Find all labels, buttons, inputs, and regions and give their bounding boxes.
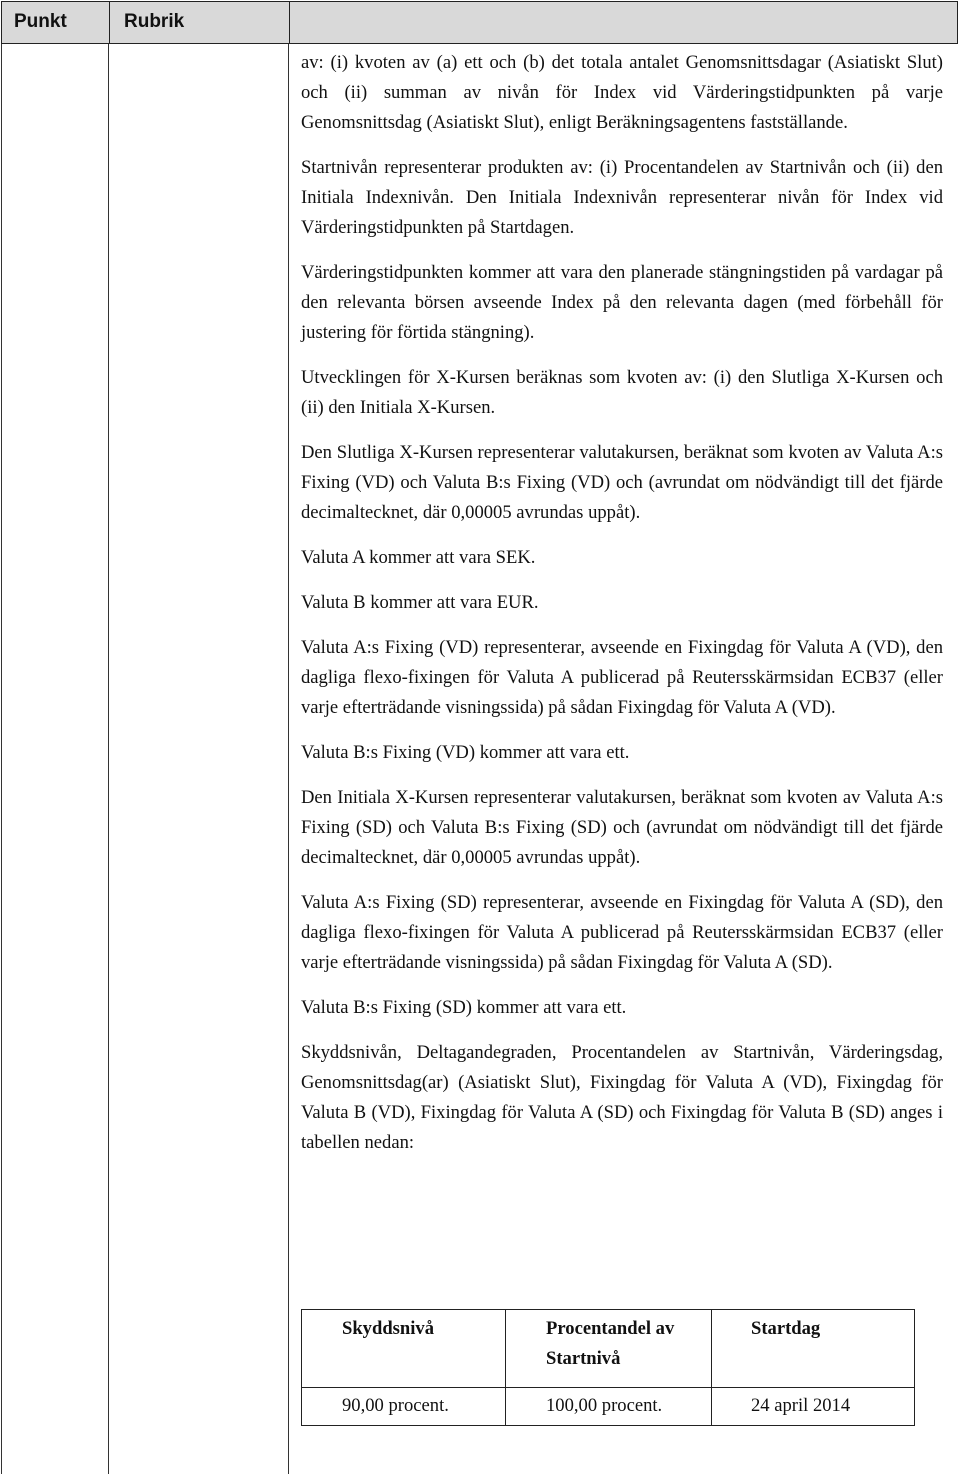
table-divider (505, 1310, 506, 1425)
th-procentandel: Procentandel av Startnivå (546, 1318, 675, 1369)
paragraph: Skyddsnivån, Deltagandegraden, Procentandelen av Startnivån, Värderingsdag, Genomsnittsdag(ar) (Asiatiskt Slut), Fixingdag för Valuta A (VD), Fixingdag för Valuta B (VD), Fixingdag för Valuta A (SD) och Fixingdag för Valuta B (SD) anges i tabellen nedan: (301, 1042, 943, 1153)
paragraph: Utvecklingen för X-Kursen beräknas som kvoten av: (i) den Slutliga X-Kursen och (ii) den Initiala X-Kursen. (301, 367, 943, 418)
paragraph: Den Initiala X-Kursen representerar valutakursen, beräknat som kvoten av Valuta A:s Fixing (SD) och Valuta B:s Fixing (SD) och (avrundat om nödvändigt till det fjärde decimaltecknet, där 0,00005 avrundas uppåt). (301, 787, 943, 868)
body-text (301, 48, 943, 1173)
paragraph: Valuta B:s Fixing (SD) kommer att vara ett. (301, 997, 627, 1018)
paragraph: Valuta A:s Fixing (VD) representerar, avseende en Fixingdag för Valuta A (VD), den dagliga flexo-fixingen för Valuta A publicerad på Reutersskärmsidan ECB37 (eller varje efterträdande visningssida) på sådan Fixingdag för Valuta A (VD). (301, 637, 943, 718)
paragraph: av: (i) kvoten av (a) ett och (b) det totala antalet Genomsnittsdagar (Asiatiskt Slut) och (ii) summan av nivån för Index vid Värderingstidpunkten på varje Genomsnittsdag (Asiatiskt Slut), enligt Beräkningsagentens fastställande. (301, 52, 943, 133)
column-border-rubrik (288, 44, 289, 1474)
paragraph: Valuta A kommer att vara SEK. (301, 547, 536, 568)
th-skyddsniva: Skyddsnivå (342, 1318, 434, 1339)
header-punkt: Punkt (14, 11, 67, 32)
paragraph: Värderingstidpunkten kommer att vara den planerade stängningstiden på vardagar på den relevanta börsen avseende Index på den relevanta dagen (med förbehåll för justering för förtida stängning). (301, 262, 943, 343)
td-procentandel: 100,00 procent. (546, 1395, 663, 1416)
table-row (302, 1388, 914, 1425)
td-startdag: 24 april 2014 (751, 1395, 851, 1416)
header-divider (289, 2, 290, 43)
column-border-left (1, 44, 2, 1474)
table-header-row (1, 1, 958, 44)
paragraph: Valuta A:s Fixing (SD) representerar, avseende en Fixingdag för Valuta A (SD), den dagliga flexo-fixingen för Valuta A publicerad på Reutersskärmsidan ECB37 (eller varje efterträdande visningssida) på sådan Fixingdag för Valuta A (SD). (301, 892, 943, 973)
parameters-table-header (302, 1310, 914, 1388)
th-startdag: Startdag (751, 1318, 821, 1339)
paragraph: Valuta B kommer att vara EUR. (301, 592, 539, 613)
paragraph: Startnivån representerar produkten av: (i) Procentandelen av Startnivån och (ii) den Initiala Indexnivån. Den Initiala Indexnivån representerar nivån för Index vid Värderingstidpunkten på Startdagen. (301, 157, 943, 238)
column-border-punkt (108, 44, 109, 1474)
paragraph: Den Slutliga X-Kursen representerar valutakursen, beräknat som kvoten av Valuta A:s Fixing (VD) och Valuta B:s Fixing (VD) och (avrundat om nödvändigt till det fjärde decimaltecknet, där 0,00005 avrundas uppåt). (301, 442, 943, 523)
td-skyddsniva: 90,00 procent. (342, 1395, 449, 1416)
parameters-table (301, 1309, 915, 1426)
header-rubrik: Rubrik (124, 11, 185, 32)
header-divider (109, 2, 110, 43)
paragraph: Valuta B:s Fixing (VD) kommer att vara ett. (301, 742, 630, 763)
table-divider (711, 1310, 712, 1425)
